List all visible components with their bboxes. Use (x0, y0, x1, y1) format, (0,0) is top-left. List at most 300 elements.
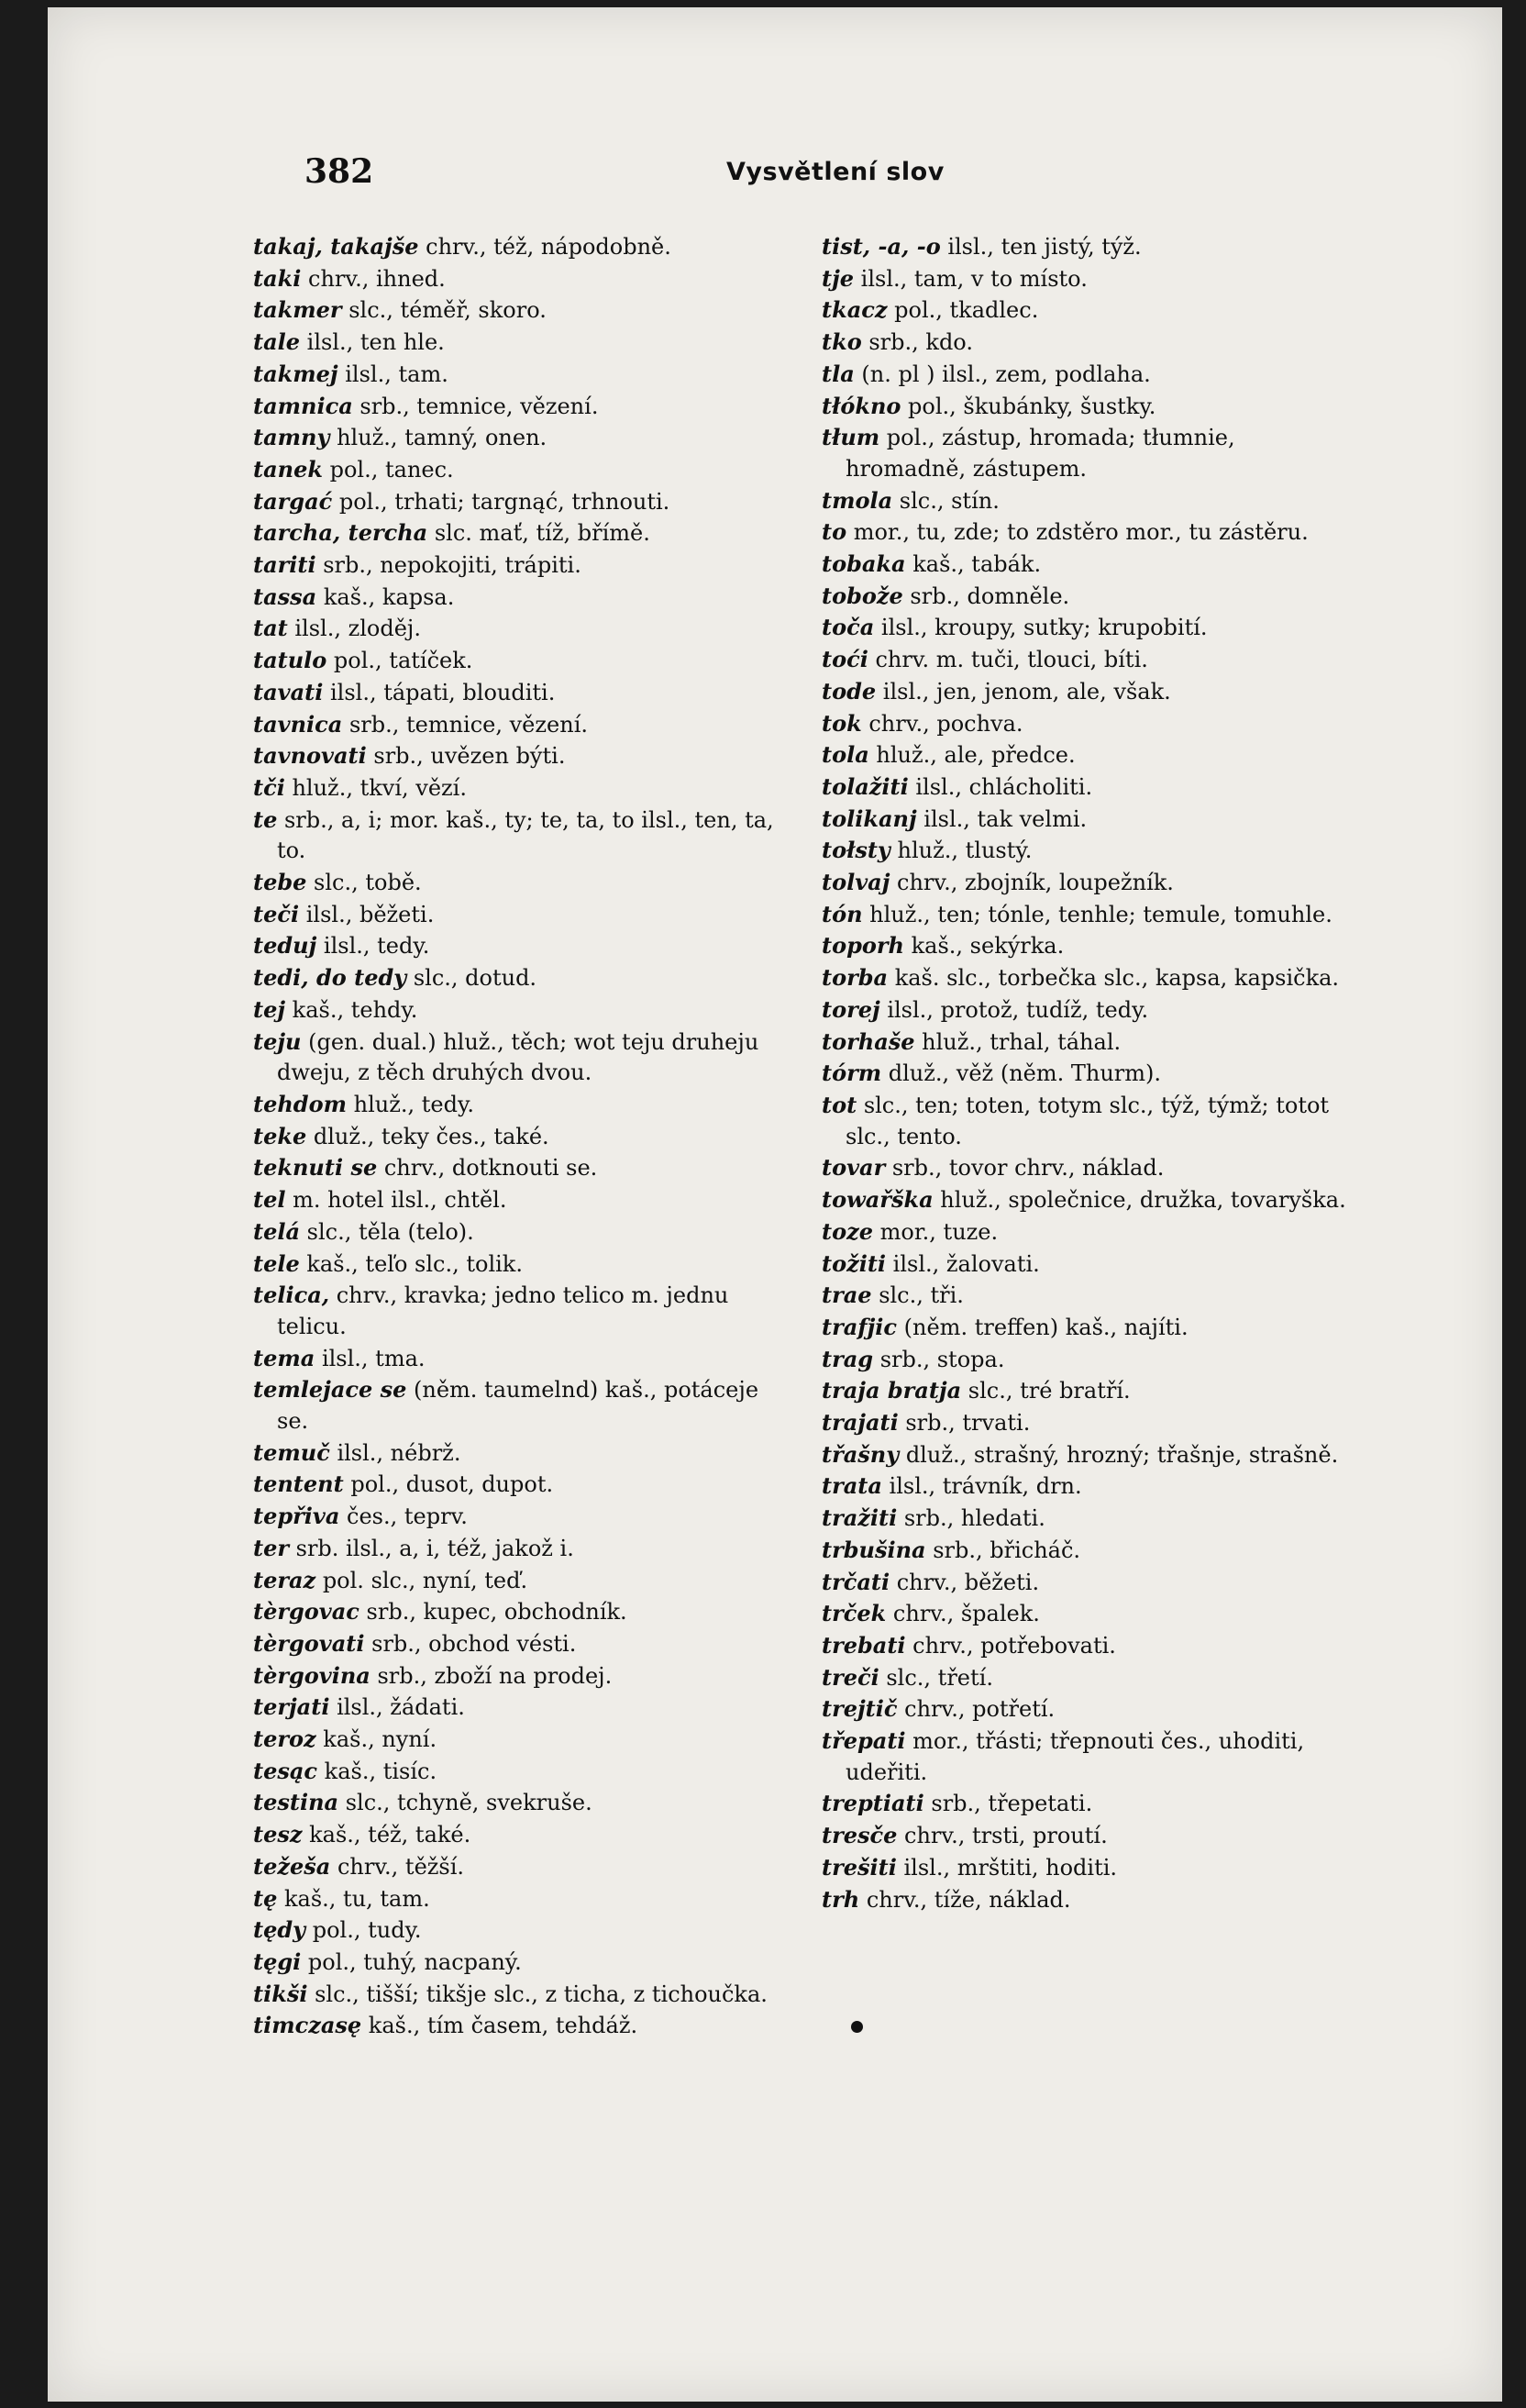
entry-headword: trh (822, 1885, 860, 1913)
dictionary-entry (253, 517, 776, 549)
dictionary-entry (822, 867, 1346, 899)
entry-headword: takmej (253, 360, 338, 387)
entry-definition: srb., tovor chrv., náklad. (885, 1155, 1165, 1182)
dictionary-entry (822, 930, 1346, 962)
dictionary-entry (253, 582, 776, 614)
dictionary-entry (822, 962, 1346, 994)
entry-definition: hluž., trhal, táhal. (914, 1028, 1122, 1055)
entry-definition: ilsl., chlácholiti. (908, 773, 1093, 800)
entry-definition: slc., těla (telo). (300, 1218, 474, 1245)
entry-headword: toze (822, 1217, 873, 1245)
entry-definition: mor., tuze. (873, 1218, 999, 1245)
entry-definition: chrv., potřebovati. (905, 1632, 1116, 1659)
entry-headword: tatulo (253, 647, 327, 674)
entry-headword: teduj (253, 932, 317, 960)
dictionary-entry (253, 962, 776, 994)
entry-headword: tje (822, 264, 855, 292)
dictionary-entry (822, 1820, 1346, 1852)
dictionary-entry (822, 1503, 1346, 1535)
entry-definition: kaš., kapsa. (316, 583, 455, 610)
entry-headword: tolvaj (822, 869, 890, 896)
entry-definition: srb., hledati. (897, 1505, 1045, 1532)
entry-headword: tedi, do tedy (253, 964, 407, 992)
entry-definition: mor., tu, zde; to zdstěro mor., tu zástěru. (846, 519, 1309, 546)
entry-headword: trejtič (822, 1695, 898, 1723)
entry-headword: telica, (253, 1282, 330, 1309)
entry-headword: tebe (253, 869, 307, 896)
entry-definition: hluž., ale, předce. (868, 742, 1076, 769)
entry-headword: tórm (822, 1060, 882, 1087)
entry-headword: tehdom (253, 1090, 347, 1117)
entry-headword: tariti (253, 551, 316, 579)
entry-headword: tèrgovati (253, 1629, 365, 1657)
dictionary-entry (253, 1216, 776, 1248)
entry-headword: tę (253, 1884, 278, 1912)
dictionary-entry (822, 549, 1346, 581)
entry-headword: tentent (253, 1470, 344, 1498)
dictionary-entry (253, 1756, 776, 1788)
entry-headword: tołsty (822, 837, 890, 864)
entry-definition: kaš., tisíc. (317, 1758, 437, 1784)
entry-headword: tist, -a, -o (822, 233, 941, 260)
entry-definition: chrv., špalek. (886, 1601, 1040, 1627)
entry-headword: tode (822, 677, 877, 705)
dictionary-entry (253, 1501, 776, 1533)
entry-definition: slc., dotud. (406, 965, 537, 992)
dictionary-entry (822, 1058, 1346, 1090)
entry-headword: tot (822, 1091, 857, 1118)
entry-headword: tola (822, 741, 869, 769)
dictionary-entry (822, 899, 1346, 931)
entry-definition: slc., tobě. (306, 870, 422, 896)
dictionary-entry (253, 1248, 776, 1281)
entry-definition: hluž., společnice, družka, tovaryška. (933, 1187, 1346, 1214)
entry-headword: tožiti (822, 1249, 887, 1277)
entry-headword: teju (253, 1027, 302, 1055)
dictionary-entry (253, 1947, 776, 1979)
entry-definition: kaš., též, také. (302, 1822, 471, 1848)
entry-headword: torhaše (822, 1027, 915, 1055)
entry-headword: torba (822, 964, 889, 992)
dictionary-entry (253, 263, 776, 295)
entry-headword: tikši (253, 1980, 308, 2007)
dictionary-entry (822, 1407, 1346, 1439)
entry-definition: ilsl., tam, v to místo. (854, 265, 1088, 292)
dictionary-entry (822, 612, 1346, 644)
entry-definition: chrv., běžeti. (890, 1569, 1040, 1595)
dictionary-entry (253, 1152, 776, 1184)
entry-definition: ilsl., tam. (337, 361, 448, 387)
dictionary-entry (253, 1121, 776, 1153)
dictionary-entry (822, 1312, 1346, 1344)
entry-headword: tele (253, 1249, 300, 1277)
dictionary-entry (253, 1819, 776, 1851)
entry-headword: treči (822, 1663, 879, 1691)
entry-headword: tanek (253, 455, 323, 483)
entry-headword: telá (253, 1217, 301, 1245)
entry-headword: tema (253, 1344, 315, 1371)
entry-headword: treptiati (822, 1790, 924, 1817)
dictionary-entry (822, 708, 1346, 740)
entry-headword: ter (253, 1534, 289, 1561)
entry-definition: srb., a, i; mor. kaš., ty; te, ta, to ilsl., ten, ta, to. (277, 806, 774, 864)
entry-headword: tobože (822, 582, 903, 609)
entry-headword: taki (253, 264, 302, 292)
entry-headword: tresče (822, 1822, 898, 1849)
entry-headword: targać (253, 487, 333, 515)
dictionary-entry (822, 1248, 1346, 1281)
entry-headword: toporh (822, 932, 904, 960)
entry-definition: ilsl., tedy. (316, 933, 430, 960)
entry-definition: kaš., sekýrka. (903, 933, 1065, 960)
entry-definition: ilsl., ten hle. (300, 329, 445, 356)
dictionary-entry (253, 1374, 776, 1437)
entry-headword: toći (822, 646, 868, 673)
dictionary-entry (822, 1344, 1346, 1376)
entry-headword: tassa (253, 583, 317, 610)
dictionary-entry (253, 359, 776, 391)
entry-definition: ilsl., kroupy, sutky; krupobití. (874, 615, 1208, 641)
entry-headword: trček (822, 1600, 887, 1627)
entry-definition: hluž., tlustý. (890, 838, 1033, 864)
entry-headword: tavnovati (253, 742, 367, 770)
entry-headword: tavnica (253, 710, 343, 738)
dictionary-entry (822, 422, 1346, 484)
dictionary-entry (253, 1914, 776, 1947)
entry-headword: trata (822, 1472, 882, 1500)
dictionary-entry (822, 1280, 1346, 1312)
dictionary-entry (822, 739, 1346, 771)
dictionary-entry (253, 1565, 776, 1597)
right-column (822, 231, 1346, 1915)
entry-definition: kaš., teľo slc., tolik. (299, 1250, 523, 1277)
entry-headword: teke (253, 1122, 307, 1149)
dictionary-entry (253, 1660, 776, 1692)
entry-headword: tavati (253, 678, 324, 705)
dictionary-entry (822, 1470, 1346, 1503)
entry-definition: slc., stín. (892, 487, 1000, 514)
entry-headword: tęgi (253, 1947, 302, 1975)
dictionary-entry (822, 231, 1346, 263)
entry-headword: tovar (822, 1154, 886, 1182)
dictionary-entry (822, 1884, 1346, 1916)
entry-definition: chrv. m. tuči, tlouci, bíti. (868, 647, 1148, 673)
entry-headword: teraz (253, 1566, 316, 1593)
entry-definition: chrv., potřetí. (897, 1696, 1056, 1723)
running-title: Vysvětlení slov (726, 158, 945, 186)
entry-definition: ilsl., tápati, blouditi. (323, 679, 556, 705)
entry-definition: pol., trhati; targnąć, trhnouti. (332, 488, 670, 515)
entry-definition: čes., teprv. (339, 1504, 468, 1530)
entry-headword: timczasę (253, 2012, 362, 2039)
entry-headword: tepřiva (253, 1503, 340, 1530)
page-header (304, 152, 1469, 198)
left-column (253, 231, 776, 2042)
entry-definition: srb., uvězen býti. (366, 743, 566, 770)
entry-definition: slc., ten; toten, totym slc., týž, týmž; totot slc., tento. (846, 1092, 1330, 1149)
entry-definition: dluž., teky čes., také. (306, 1123, 549, 1149)
entry-definition: ilsl., žalovati. (886, 1250, 1040, 1277)
dictionary-entry (253, 613, 776, 645)
entry-headword: towařška (822, 1186, 934, 1214)
entry-definition: hluž., ten; tónle, tenhle; temule, tomuhle. (862, 901, 1332, 927)
dictionary-entry (253, 1280, 776, 1342)
dictionary-entry (822, 263, 1346, 295)
entry-definition: srb., trvati. (898, 1410, 1031, 1437)
dictionary-entry (822, 1630, 1346, 1662)
entry-headword: tale (253, 328, 301, 356)
dictionary-entry (253, 899, 776, 931)
entry-definition: srb., břicháč. (925, 1537, 1081, 1563)
entry-headword: tłókno (822, 392, 901, 419)
dictionary-entry (253, 1851, 776, 1883)
entry-definition: chrv., dotknouti se. (377, 1155, 598, 1182)
entry-headword: to (822, 518, 847, 546)
dictionary-entry (253, 1533, 776, 1565)
dictionary-entry (253, 994, 776, 1026)
entry-headword: trae (822, 1282, 872, 1309)
dictionary-entry (253, 391, 776, 423)
dictionary-entry (822, 771, 1346, 804)
dictionary-entry (822, 835, 1346, 867)
entry-headword: tel (253, 1186, 286, 1214)
dictionary-entry (253, 1692, 776, 1724)
dictionary-entry (822, 676, 1346, 708)
entry-headword: teči (253, 900, 300, 927)
entry-definition: chrv., též, nápodobně. (418, 234, 671, 260)
dictionary-entry (253, 867, 776, 899)
entry-headword: tesąc (253, 1757, 318, 1784)
dictionary-entry (253, 1469, 776, 1501)
entry-definition: srb., zboží na prodej. (370, 1662, 613, 1689)
entry-definition: pol., dusot, dupot. (343, 1471, 554, 1498)
dictionary-entry (822, 1152, 1346, 1184)
dictionary-entry (822, 485, 1346, 517)
entry-definition: mor., třásti; třepnouti čes., uhoditi, udeřiti. (846, 1728, 1305, 1785)
entry-headword: težeša (253, 1852, 331, 1880)
entry-headword: tarcha, tercha (253, 519, 428, 547)
entry-headword: tłum (822, 424, 880, 451)
dictionary-entry (822, 327, 1346, 359)
entry-headword: trešiti (822, 1853, 897, 1881)
entry-definition: slc., tré bratří. (961, 1378, 1131, 1404)
entry-definition: dluž., věž (něm. Thurm). (881, 1060, 1162, 1087)
entry-headword: trafjic (822, 1313, 898, 1340)
dictionary-entry (822, 1184, 1346, 1216)
entry-headword: te (253, 805, 278, 833)
dictionary-entry (253, 677, 776, 709)
dictionary-entry (253, 294, 776, 327)
entry-definition: chrv., těžší. (330, 1853, 465, 1880)
entry-definition: chrv., pochva. (861, 710, 1023, 737)
dictionary-entry (822, 581, 1346, 613)
entry-headword: tesz (253, 1821, 303, 1848)
entry-definition: slc., třetí. (879, 1664, 993, 1691)
dictionary-entry (822, 1726, 1346, 1788)
entry-headword: tkacz (822, 296, 888, 324)
entry-headword: tèrgovina (253, 1661, 370, 1689)
entry-headword: teknuti se (253, 1154, 378, 1182)
entry-definition: srb., domněle. (902, 583, 1070, 609)
entry-headword: tón (822, 900, 863, 927)
entry-headword: tamny (253, 424, 330, 451)
dictionary-entry (822, 1662, 1346, 1694)
dictionary-entry (253, 1089, 776, 1121)
entry-headword: tolažiti (822, 772, 909, 800)
entry-definition: (gen. dual.) hluž., těch; wot teju druheju dweju, z těch druhých dvou. (277, 1028, 759, 1086)
entry-definition: ilsl., trávník, drn. (881, 1473, 1082, 1500)
entry-headword: tok (822, 709, 862, 737)
entry-definition: ilsl., běžeti. (299, 901, 435, 927)
dictionary-entry (253, 1628, 776, 1660)
entry-headword: třepati (822, 1727, 906, 1755)
dictionary-entry (822, 1598, 1346, 1630)
dictionary-entry (253, 805, 776, 867)
entry-definition: slc., tchyně, svekruše. (338, 1790, 592, 1816)
dictionary-entry (822, 1026, 1346, 1059)
entry-definition: srb., temnice, vězení. (342, 711, 588, 738)
entry-definition: kaš., tehdy. (285, 996, 418, 1023)
dictionary-entry (253, 645, 776, 677)
entry-headword: tči (253, 773, 285, 801)
entry-definition: pol., tuhý, nacpaný. (301, 1948, 522, 1975)
entry-headword: trčati (822, 1568, 890, 1595)
entry-definition: chrv., tíže, náklad. (859, 1886, 1071, 1913)
dictionary-entry (253, 930, 776, 962)
dictionary-entry (822, 994, 1346, 1026)
entry-headword: trbušina (822, 1536, 926, 1563)
entry-definition: slc., tři. (871, 1282, 964, 1309)
entry-headword: tamnica (253, 392, 353, 419)
entry-headword: takmer (253, 296, 342, 324)
entry-headword: tolikanj (822, 805, 917, 832)
dictionary-entry (253, 709, 776, 741)
dictionary-entry (253, 1343, 776, 1375)
entry-definition: (něm. taumelnd) kaš., potáceje se. (277, 1377, 759, 1435)
dictionary-entry (253, 549, 776, 582)
entry-headword: tędy (253, 1916, 306, 1944)
entry-definition: chrv., zbojník, loupežník. (890, 870, 1174, 896)
dictionary-entry (253, 2010, 776, 2042)
dictionary-entry (822, 1439, 1346, 1471)
dictionary-entry (822, 294, 1346, 327)
entry-definition: kaš., tím časem, tehdáž. (361, 2013, 638, 2039)
entry-definition: pol., tkadlec. (887, 297, 1039, 324)
dictionary-entry (253, 1026, 776, 1089)
entry-definition: chrv., ihned. (301, 265, 446, 292)
entry-definition: ilsl., jen, jenom, ale, však. (876, 678, 1171, 705)
entry-definition: slc., tišší; tikšje slc., z ticha, z tichoučka. (307, 1981, 768, 2007)
entry-headword: tèrgovac (253, 1598, 359, 1626)
dictionary-entry (253, 772, 776, 805)
entry-headword: trag (822, 1345, 874, 1372)
entry-definition: ilsl., zloděj. (287, 616, 421, 642)
dictionary-entry (253, 1184, 776, 1216)
entry-definition: pol., zástup, hromada; tłumnie, hromadně, zástupem. (846, 425, 1235, 482)
dictionary-entry (253, 740, 776, 772)
dictionary-entry (253, 1724, 776, 1756)
entry-definition: ilsl., protož, tudíž, tedy. (879, 996, 1149, 1023)
entry-definition: dluž., strašný, hrozný; třašnje, strašně. (899, 1441, 1339, 1468)
entry-headword: tmola (822, 486, 893, 514)
entry-definition: ilsl., mrštiti, hoditi. (896, 1854, 1118, 1881)
entry-definition: (n. pl ) ilsl., zem, podlaha. (854, 361, 1151, 387)
entry-headword: terjati (253, 1693, 330, 1721)
entry-definition: pol., tudy. (305, 1917, 422, 1944)
dictionary-entry (822, 1693, 1346, 1726)
dictionary-entry (822, 1375, 1346, 1407)
dictionary-entry (253, 1596, 776, 1628)
dictionary-entry (822, 644, 1346, 676)
entry-definition: kaš., tabák. (905, 551, 1042, 578)
entry-definition: m. hotel ilsl., chtěl. (285, 1187, 507, 1214)
entry-definition: ilsl., ten jistý, týž. (940, 234, 1142, 260)
dictionary-entry (822, 516, 1346, 549)
entry-definition: srb., kdo. (861, 329, 973, 356)
entry-definition: srb., temnice, vězení. (352, 393, 599, 419)
dictionary-entry (253, 231, 776, 263)
entry-definition: srb., stopa. (873, 1346, 1005, 1372)
entry-definition: hluž., tkví, vězí. (284, 774, 467, 801)
entry-headword: tko (822, 328, 862, 356)
page-number: 382 (304, 152, 374, 191)
dictionary-entry (253, 454, 776, 486)
entry-definition: srb., nepokojiti, trápiti. (315, 552, 581, 579)
entry-definition: pol., tatíček. (326, 648, 473, 674)
entry-headword: tla (822, 360, 855, 387)
entry-headword: třašny (822, 1440, 900, 1468)
entry-definition: srb. ilsl., a, i, též, jakož i. (289, 1535, 574, 1561)
entry-definition: pol., tanec. (322, 456, 454, 483)
entry-headword: tobaka (822, 550, 906, 578)
dictionary-entry (822, 1567, 1346, 1599)
entry-headword: testina (253, 1789, 339, 1816)
entry-definition: hluž., tamný, onen. (329, 425, 547, 451)
entry-definition: pol. slc., nyní, teď. (315, 1567, 528, 1593)
entry-definition: srb., obchod vésti. (364, 1630, 577, 1657)
dictionary-entry (822, 391, 1346, 423)
entry-definition: slc., téměř, skoro. (341, 297, 547, 324)
dictionary-entry (253, 422, 776, 454)
entry-headword: temlejace se (253, 1376, 407, 1404)
dictionary-entry (822, 1090, 1346, 1152)
entry-definition: srb., kupec, obchodník. (359, 1599, 627, 1626)
dictionary-entry (822, 1216, 1346, 1248)
entry-headword: trajati (822, 1409, 899, 1437)
entry-definition: kaš., nyní. (315, 1726, 437, 1753)
entry-definition: chrv., kravka; jedno telico m. jednu telicu. (277, 1282, 729, 1339)
dictionary-entry (822, 359, 1346, 391)
entry-definition: ilsl., žádati. (329, 1694, 465, 1721)
entry-headword: trebati (822, 1631, 906, 1659)
entry-headword: toča (822, 614, 875, 641)
entry-headword: torej (822, 995, 880, 1023)
entry-definition: srb., třepetati. (923, 1791, 1093, 1817)
entry-headword: teroz (253, 1726, 316, 1753)
dictionary-entry (822, 804, 1346, 836)
dictionary-entry (822, 1535, 1346, 1567)
entry-definition: kaš. slc., torbečka slc., kapsa, kapsička. (888, 965, 1340, 992)
dictionary-entry (253, 1787, 776, 1819)
bullet-mark (851, 2021, 863, 2033)
dictionary-entry (253, 1437, 776, 1470)
entry-definition: pol., škubánky, šustky. (901, 393, 1156, 419)
dictionary-entry (253, 1883, 776, 1915)
entry-definition: kaš., tu, tam. (277, 1885, 430, 1912)
dictionary-entry (253, 486, 776, 518)
entry-headword: tej (253, 995, 286, 1023)
entry-headword: takaj, takajše (253, 233, 419, 260)
